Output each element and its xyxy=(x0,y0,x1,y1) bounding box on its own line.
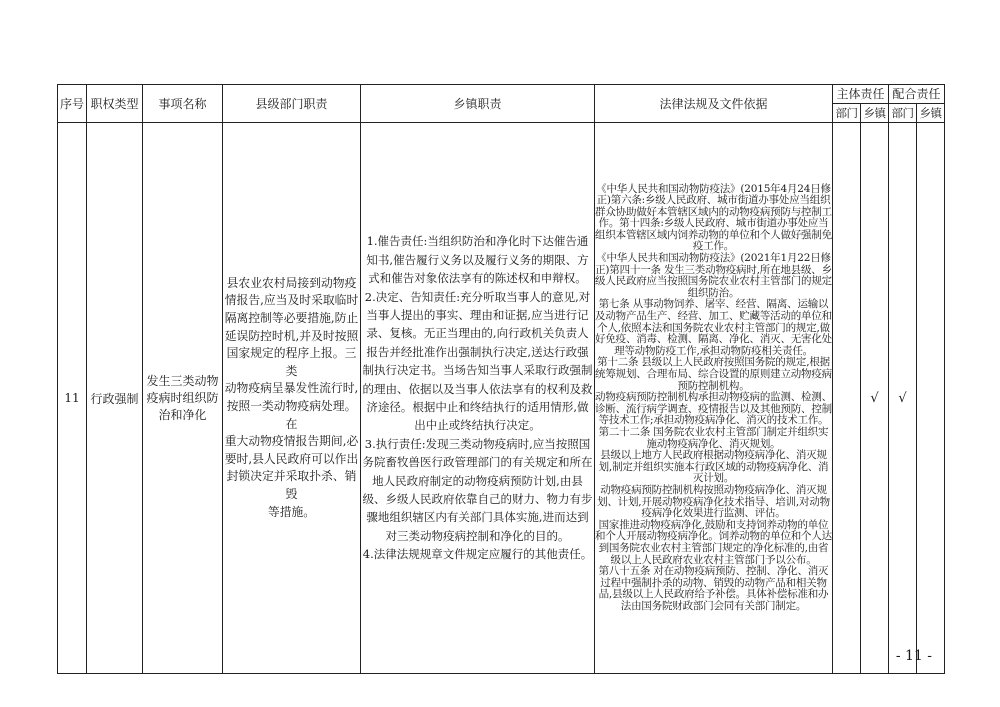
town-duty-item: 2.决定、告知责任:充分听取当事人的意见,对当事人提出的事实、理由和证据,应当进行记录、复核。无正当理由的,向行政机关负责人报告并经批准作出强制执行决定,送达行政强制执行决定书。当场告知当事人采取行政强制的理由、依据以及当事人依法享有的权利及救济途径。根据中止和终结执行的适用情形,做出中止或终结执行决定。 xyxy=(362,289,593,433)
coop-dept-check-icon: √ xyxy=(889,123,917,674)
table-row xyxy=(58,123,945,674)
header-coop-dept: 部门 xyxy=(889,104,917,123)
county-duty-line: 要时,县人民政府可以作出 xyxy=(224,451,359,466)
town-duty-item: 4.法律法规规章文件规定应履行的其他责任。 xyxy=(362,547,593,562)
row-seq: 11 xyxy=(58,123,87,674)
header-town-duty: 乡镇职责 xyxy=(361,85,595,123)
header-coop-responsibility: 配合责任 xyxy=(889,85,945,104)
header-main-responsibility: 主体责任 xyxy=(833,85,889,104)
coop-town-mark xyxy=(917,123,945,674)
header-power-type: 职权类型 xyxy=(87,85,143,123)
county-duty-line: 封锁决定并采取扑杀、销毁 xyxy=(226,469,357,501)
legal-paragraph: 第二十二条 国务院农业农村主管部门制定并组织实施动物疫病净化、消灭规划。 xyxy=(598,425,829,450)
town-duty-item: 1.催告责任:当组织防治和净化时下达催告通知书,催告履行义务以及履行义务的期限、方式和催告对象依法享有的陈述权和申辩权。 xyxy=(366,234,589,286)
main-dept-mark xyxy=(833,123,861,674)
header-main-town: 乡镇 xyxy=(861,104,889,123)
header-county-duty: 县级部门职责 xyxy=(223,85,361,123)
duty-table xyxy=(57,84,945,674)
legal-paragraph: 县级以上地方人民政府根据动物疫病净化、消灭规划,制定并组织实施本行政区域的动物疫病净化、消灭计划。 xyxy=(598,449,829,485)
county-duty-line: 延误防控时机,并及时按照 xyxy=(224,328,359,343)
legal-paragraph: 国家推进动物疫病净化,鼓励和支持饲养动物的单位和个人开展动物疫病净化。饲养动物的单位和个人达到国务院农业农村主管部门规定的净化标准的,由省级以上人民政府农业农村主管部门予以公布。 xyxy=(595,518,832,566)
county-duty-line: 县农业农村局接到动物疫 xyxy=(226,275,357,290)
header-item-name: 事项名称 xyxy=(143,85,223,123)
town-duty-item: 3.执行责任:发现三类动物疫病时,应当按照国务院畜牧兽医行政管理部门的有关规定和所在地人民政府制定的动物疫病预防计划,由县级、乡级人民政府依靠自己的财力、物力有步骤地组织辖区内有关部门具体实施,进而达到对三类动物疫病控制和净化的目的。 xyxy=(362,436,593,543)
legal-paragraph: 《中华人民共和国动物防疫法》(2015年4月24日修正)第六条:乡级人民政府、城市街道办事处应当组织群众协助做好本管辖区域内的动物疫病预防与控制工作。第十四条:乡级人民政府、城市街道办事处应当组织本管辖区域内饲养动物的单位和个人做好强制免疫工作。 xyxy=(595,182,832,253)
county-duty-line: 情报告,应当及时采取临时 xyxy=(224,293,359,308)
county-duty-line: 按照一类动物疫病处理。在 xyxy=(226,399,357,431)
legal-paragraph: 《中华人民共和国动物防疫法》(2021年1月22日修正)第四十一条 发生三类动物疫病时,所在地县级、乡级人民政府应当按照国务院农业农村主管部门的规定组织防治。 xyxy=(595,252,832,299)
row-town-duty xyxy=(361,123,595,674)
page-number: - 11 - xyxy=(895,648,932,664)
legal-paragraph: 第八十五条 对在动物疫病预防、控制、净化、消灭过程中强制扑杀的动物、销毁的动物产品和相关物品,县级以上人民政府给予补偿。具体补偿标准和办法由国务院财政部门会同有关部门制定。 xyxy=(598,565,829,612)
header-main-dept: 部门 xyxy=(833,104,861,123)
county-duty-line: 动物疫病呈暴发性流行时, xyxy=(224,381,359,396)
header-coop-town: 乡镇 xyxy=(917,104,945,123)
main-town-check-icon: √ xyxy=(861,123,889,674)
county-duty-line: 国家规定的程序上报。三类 xyxy=(226,346,357,378)
county-duty-line: 等措施。 xyxy=(267,504,316,519)
row-power-type: 行政强制 xyxy=(87,123,143,674)
county-duty-line: 隔离控制等必要措施,防止 xyxy=(224,311,359,326)
legal-paragraph: 第七条 从事动物饲养、屠宰、经营、隔离、运输以及动物产品生产、经营、加工、贮藏等活动的单位和个人,依照本法和国务院农业农村主管部门的规定,做好免疫、消毒、检测、隔离、净化、消灭、无害化处理等动物防疫工作,承担动物防疫相关责任。 xyxy=(595,298,832,357)
header-seq: 序号 xyxy=(58,85,87,123)
header-legal-basis: 法律法规及文件依据 xyxy=(595,85,833,123)
row-legal-basis xyxy=(595,123,833,674)
legal-paragraph: 动物疫病预防控制机构按照动物疫病净化、消灭规划、计划,开展动物疫病净化技术指导、培训,对动物疫病净化效果进行监测、评估。 xyxy=(597,483,830,520)
row-county-duty xyxy=(223,123,361,674)
legal-paragraph: 第十二条 县级以上人民政府按照国务院的规定,根据统筹规划、合理布局、综合设置的原则建立动物疫病预防控制机构。 xyxy=(595,356,832,392)
row-item-name: 发生三类动物疫病时组织防治和净化 xyxy=(143,123,223,674)
legal-paragraph: 动物疫病预防控制机构承担动物疫病的监测、检测、诊断、流行病学调查、疫情报告以及其他预防、控制等技术工作;承担动物疫病净化、消灭的技术工作。 xyxy=(595,391,832,427)
county-duty-line: 重大动物疫情报告期间,必 xyxy=(224,434,359,449)
